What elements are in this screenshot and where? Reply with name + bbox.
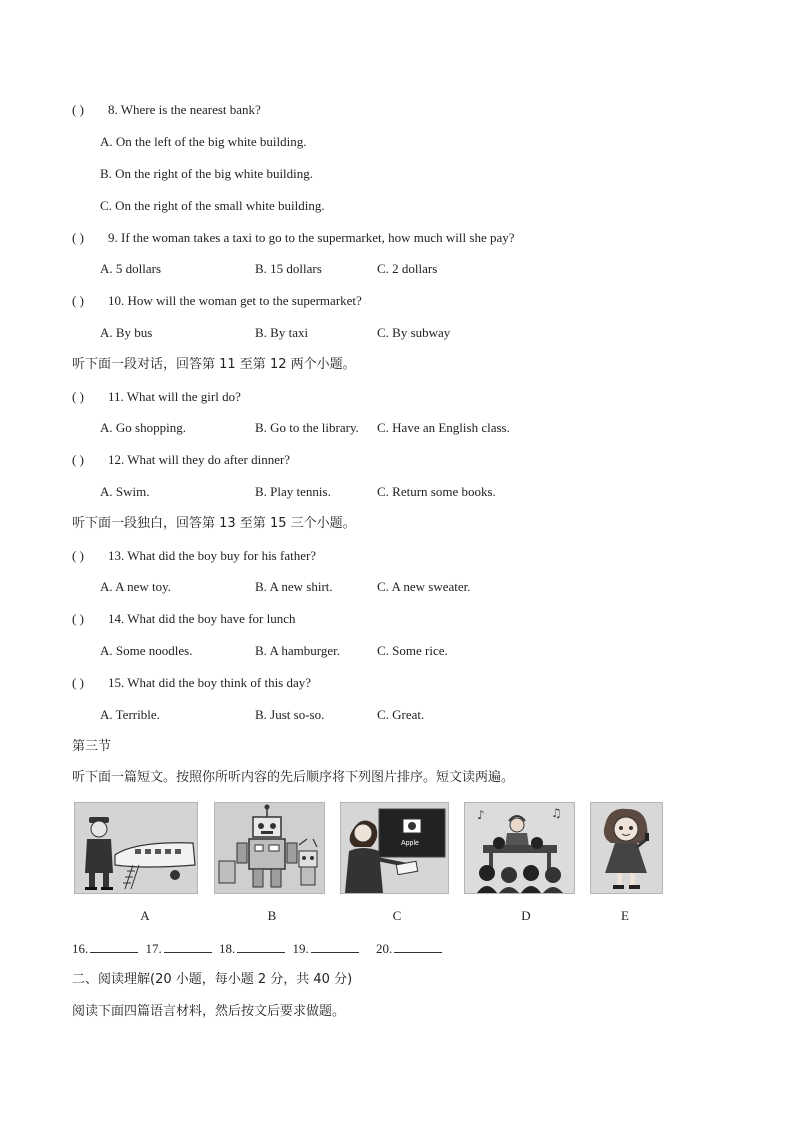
option-14a: A. Some noodles.	[100, 643, 193, 658]
blank-label-19: 19.	[292, 941, 309, 956]
question-9	[72, 229, 515, 247]
blank-label-16: 16.	[72, 941, 89, 956]
picture-label-b: B	[267, 908, 277, 923]
question-stem: 8. Where is the nearest bank?	[108, 102, 261, 117]
option-10c: C. By subway	[377, 325, 451, 340]
section-3-instruction: 听下面一篇短文。按照你所听内容的先后顺序将下列图片排序。短文读两遍。	[72, 770, 515, 785]
answer-paren[interactable]: ( )	[72, 230, 84, 245]
question-8	[72, 101, 261, 119]
question-14	[72, 610, 296, 628]
part-2-title: 二、阅读理解(20 小题，每小题 2 分，共 40 分)	[72, 972, 353, 987]
option-15b: B. Just so-so.	[255, 707, 325, 722]
teacher-picture	[340, 802, 449, 894]
dj-music-picture	[464, 802, 575, 894]
blank-label-18: 18.	[219, 941, 236, 956]
answer-paren[interactable]: ( )	[72, 452, 84, 467]
option-13a: A. A new toy.	[100, 579, 172, 594]
picture-label-d: D	[521, 908, 531, 923]
instruction-dialog: 听下面一段对话，回答第 11 至第 12 两个小题。	[72, 357, 356, 372]
instruction-monologue: 听下面一段独白，回答第 13 至第 15 三个小题。	[72, 516, 356, 531]
blank-19[interactable]	[311, 940, 359, 953]
blank-20[interactable]	[394, 940, 442, 953]
part-2-instruction: 阅读下面四篇语言材料，然后按文后要求做题。	[72, 1004, 346, 1019]
question-stem: 12. What will they do after dinner?	[108, 452, 291, 467]
question-13	[72, 547, 316, 565]
robots-picture	[214, 802, 325, 894]
ordering-answer-blanks	[72, 940, 446, 957]
answer-paren[interactable]: ( )	[72, 611, 84, 626]
option-8c: C. On the right of the small white building.	[100, 198, 325, 213]
option-14c: C. Some rice.	[377, 643, 448, 658]
question-stem: 11. What will the girl do?	[108, 389, 241, 404]
picture-label-a: A	[140, 908, 150, 923]
option-12b: B. Play tennis.	[255, 484, 331, 499]
answer-paren[interactable]: ( )	[72, 389, 84, 404]
blank-label-17: 17.	[145, 941, 162, 956]
option-12a: A. Swim.	[100, 484, 150, 499]
question-12	[72, 451, 290, 469]
blank-16[interactable]	[90, 940, 138, 953]
question-15	[72, 674, 311, 692]
picture-label-c: C	[392, 908, 402, 923]
singer-girl-picture	[590, 802, 663, 894]
option-11b: B. Go to the library.	[255, 420, 359, 435]
option-10a: A. By bus	[100, 325, 153, 340]
question-stem: 13. What did the boy buy for his father?	[108, 548, 317, 563]
option-9c: C. 2 dollars	[377, 261, 438, 276]
option-8a: A. On the left of the big white building.	[100, 134, 307, 149]
picture-label-e: E	[621, 908, 629, 923]
option-9b: B. 15 dollars	[255, 261, 322, 276]
question-10	[72, 292, 362, 310]
svg-text:♫: ♫	[551, 806, 562, 820]
question-stem: 9. If the woman takes a taxi to go to the supermarket, how much will she pay?	[108, 230, 515, 245]
option-9a: A. 5 dollars	[100, 261, 162, 276]
option-10b: B. By taxi	[255, 325, 309, 340]
svg-text:♪: ♪	[477, 808, 485, 822]
option-8b: B. On the right of the big white building.	[100, 166, 314, 181]
answer-paren[interactable]: ( )	[72, 102, 84, 117]
answer-paren[interactable]: ( )	[72, 675, 84, 690]
option-15c: C. Great.	[377, 707, 425, 722]
board-text: Apple	[401, 840, 419, 847]
question-stem: 15. What did the boy think of this day?	[108, 675, 312, 690]
option-12c: C. Return some books.	[377, 484, 496, 499]
option-11c: C. Have an English class.	[377, 420, 510, 435]
blank-label-20: 20.	[376, 941, 393, 956]
option-11a: A. Go shopping.	[100, 420, 186, 435]
blank-18[interactable]	[237, 940, 285, 953]
answer-paren[interactable]: ( )	[72, 293, 84, 308]
option-13c: C. A new sweater.	[377, 579, 471, 594]
option-15a: A. Terrible.	[100, 707, 160, 722]
question-11	[72, 388, 241, 406]
answer-paren[interactable]: ( )	[72, 548, 84, 563]
option-13b: B. A new shirt.	[255, 579, 333, 594]
question-stem: 14. What did the boy have for lunch	[108, 611, 296, 626]
section-3-title: 第三节	[72, 739, 112, 754]
blank-17[interactable]	[164, 940, 212, 953]
pilot-airplane-picture	[74, 802, 198, 894]
option-14b: B. A hamburger.	[255, 643, 340, 658]
question-stem: 10. How will the woman get to the supermarket?	[108, 293, 362, 308]
